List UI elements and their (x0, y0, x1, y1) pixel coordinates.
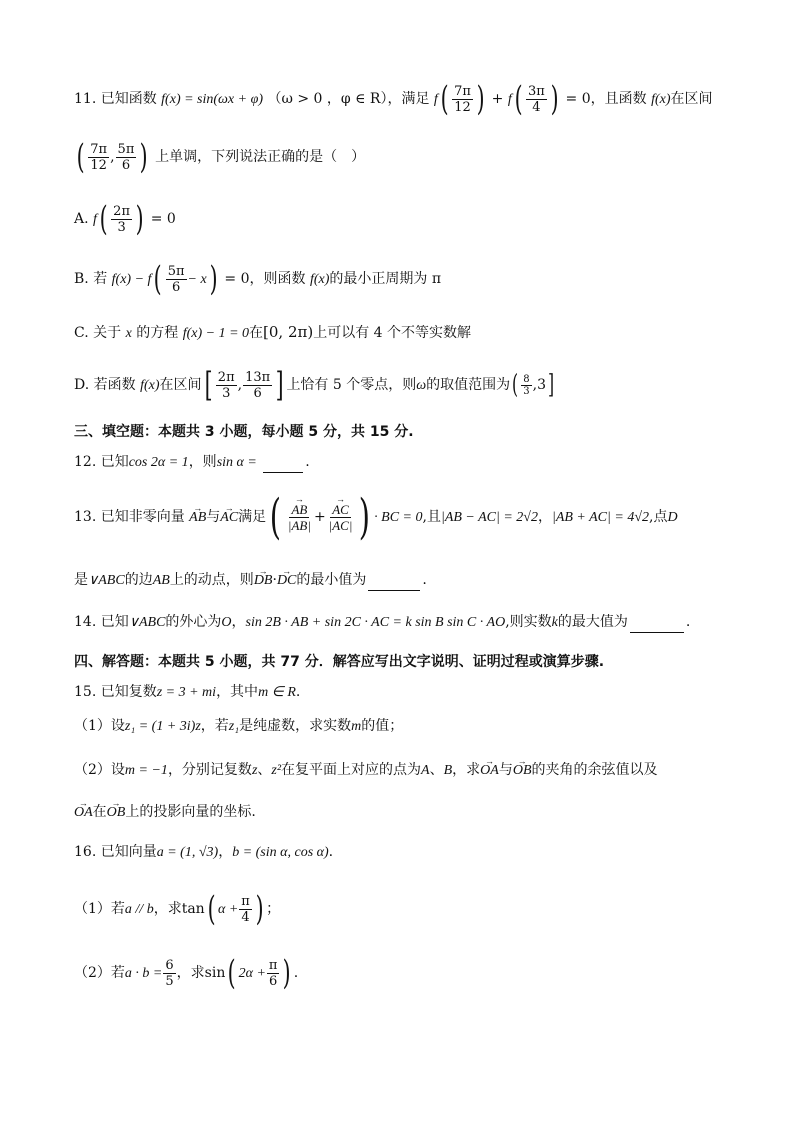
op: + (491, 91, 504, 107)
option-c (74, 322, 471, 344)
q16-part1 (74, 889, 281, 929)
text: 是纯虚数，求实数 (239, 718, 352, 734)
paren: ( (512, 370, 519, 400)
text: 上的动点，则 (169, 572, 254, 588)
text: ， (218, 844, 233, 860)
math: b = (sin α, cos α) (232, 845, 329, 860)
fraction (267, 958, 280, 989)
math: z₁ (228, 719, 240, 734)
text: 上可以有 4 个不等实数解 (313, 325, 472, 341)
vector: → OA (480, 761, 499, 781)
question-number: 13. (74, 509, 97, 525)
num: 5π (167, 263, 185, 279)
math: sin α = (216, 455, 257, 470)
question-number: 11. (74, 91, 97, 107)
paren: ( (76, 137, 85, 177)
part-label: （2）设 (74, 762, 125, 778)
num: 7π (454, 83, 471, 99)
math: cos 2α = 1 (128, 455, 189, 470)
math: ω (416, 378, 427, 393)
vector: → AC (220, 508, 238, 528)
q13-line2 (74, 570, 427, 591)
math: A (421, 763, 430, 778)
paren: ( (269, 489, 282, 545)
math: D (667, 510, 678, 525)
text: ，求 (153, 901, 182, 917)
text: 在 (92, 804, 107, 820)
math: ∨ABC (128, 615, 166, 630)
den: 3 (117, 219, 126, 235)
paren: ) (140, 137, 148, 177)
text: 已知 (100, 614, 129, 630)
num: → AC (330, 502, 351, 518)
vector: → DB (254, 571, 273, 591)
text: 已知非零向量 (100, 509, 185, 525)
math: π (431, 271, 442, 287)
fraction (239, 894, 252, 925)
paren: ) (283, 953, 292, 993)
text: 已知复数 (100, 684, 157, 700)
math: α + (217, 902, 239, 917)
text: 的方程 (136, 325, 179, 341)
fraction (163, 958, 175, 989)
math: |AB − AC| = 2√2 (440, 510, 538, 525)
fraction (521, 374, 531, 397)
op: · (272, 572, 277, 588)
den: 3 (523, 385, 530, 397)
math: |AB + AC| = 4√2 (551, 510, 649, 525)
text: ，其中 (216, 684, 259, 700)
text: ， (231, 614, 246, 630)
fraction (116, 142, 137, 173)
text: . (293, 965, 299, 981)
math: sin 2B · AB + sin 2C · AC = k sin B sin C · AO (245, 615, 506, 630)
num: 7π (90, 141, 108, 157)
section-heading: 三、填空题：本题共 3 小题，每小题 5 分，共 15 分. (74, 424, 414, 440)
math: m ∈ R (258, 685, 296, 700)
fraction (243, 370, 272, 401)
answer-blank[interactable] (368, 570, 420, 591)
num: 5π (117, 141, 135, 157)
math: tan (181, 901, 205, 917)
text: 若函数 (93, 377, 136, 393)
math: [0, 2π) (263, 323, 314, 341)
math: f(x) − 1 = 0 (182, 326, 250, 341)
text: 的值； (361, 718, 404, 734)
q12 (74, 452, 310, 473)
paren: ( (227, 953, 236, 993)
fraction (526, 84, 547, 115)
math: ∨ABC (88, 573, 125, 588)
text: ，则函数 (249, 271, 306, 287)
math: m (351, 719, 362, 734)
text: 的外心为 (165, 614, 222, 630)
math: 2α + (238, 966, 266, 981)
math: m = −1 (124, 763, 168, 778)
question-number: 15. (74, 684, 97, 700)
paren: ) (550, 79, 559, 119)
eq: = 0 (150, 211, 176, 227)
text: 的最小值为 (296, 572, 367, 588)
text: 与 (498, 762, 513, 778)
text: ，若 (200, 718, 229, 734)
answer-blank[interactable] (630, 612, 684, 633)
text: 在复平面上对应的点为 (281, 762, 422, 778)
text: ，且函数 (590, 91, 647, 107)
math: z² (271, 763, 282, 778)
fraction (216, 370, 237, 401)
math-f: f (93, 212, 97, 227)
part-label: （1）若 (74, 901, 125, 917)
num: 6 (165, 957, 174, 973)
text: 上的投影向量的坐标. (125, 804, 256, 820)
q15-part2 (74, 760, 658, 781)
fraction (327, 502, 355, 533)
den: |AC| (328, 517, 353, 533)
text: . (685, 614, 691, 630)
option-b (74, 259, 442, 299)
num: 2π (217, 369, 235, 385)
math-fx: f(x) (309, 272, 330, 287)
q14 (74, 612, 690, 633)
math: x (125, 326, 132, 341)
text: 在区间 (670, 91, 713, 107)
bracket: [ (204, 365, 213, 405)
section-heading: 四、解答题：本题共 5 小题，共 77 分．解答应写出文字说明、证明过程或演算步骤. (74, 654, 605, 670)
text: ，分别记复数 (167, 762, 252, 778)
bracket: ] (275, 365, 284, 405)
text: ，求 (176, 965, 205, 981)
function-def: f(x) = sin(ωx + φ) (161, 92, 263, 107)
fraction (111, 204, 132, 235)
paren: ( (154, 259, 163, 299)
math: z (251, 763, 258, 778)
fraction (88, 142, 109, 173)
den: |AB| (287, 517, 311, 533)
den: 4 (241, 909, 250, 925)
text: . (328, 844, 334, 860)
fraction (286, 502, 313, 533)
math: z = 3 + mi (156, 685, 217, 700)
text: 的最大值为 (557, 614, 628, 630)
num: → AB (289, 502, 309, 518)
text: 、 (257, 762, 272, 778)
vector: → OB (107, 803, 126, 823)
q15-part1 (74, 716, 403, 737)
math: B (443, 763, 453, 778)
text: ,则实数 (505, 614, 552, 630)
question-number: 16. (74, 844, 97, 860)
math: − x (187, 272, 207, 287)
num: 13π (245, 369, 271, 385)
paren: ( (99, 199, 108, 239)
part-label: （1）设 (74, 718, 125, 734)
q11-line2: ( $\frac{7\pi}{12}$ , $\frac{5\pi}{6}$ ) 上单调，下列说法正确的是（ ） (76, 137, 366, 177)
text: ； (266, 901, 281, 917)
option-d: D. 若函数 f(x)在区间[ $\frac{2\pi}{3}$ , $\frac{13\pi}{6}$ ] 上恰有 5 个零点，则ω的取值范围为( $\frac{8}{3}$ ,3] (74, 365, 555, 405)
text: . (422, 572, 427, 588)
text: . (295, 684, 301, 700)
text: 上恰有 5 个零点，则 (286, 377, 417, 393)
option-a (74, 199, 176, 239)
text: 是 (74, 572, 88, 588)
math: O (221, 615, 232, 630)
vector: → DC (277, 571, 296, 591)
num: 3π (527, 83, 545, 99)
math: AB (152, 573, 170, 588)
vector: → AB (189, 508, 206, 528)
den: 12 (454, 99, 471, 115)
den: 6 (269, 973, 278, 989)
text: 的最小正周期为 (329, 271, 428, 287)
option-label: A. (74, 211, 89, 227)
text: ， (537, 509, 552, 525)
text: 已知函数 (100, 91, 157, 107)
q15 (74, 682, 300, 703)
math: a · b = (124, 966, 163, 981)
text: ，则 (188, 454, 217, 470)
math: a // b (124, 902, 154, 917)
option-label: D. (74, 377, 90, 393)
num: 8 (523, 373, 530, 385)
num: π (268, 957, 278, 973)
text: 与 (206, 509, 221, 525)
question-number: 14. (74, 614, 97, 630)
math-fx: f(x) (140, 378, 160, 393)
vector: → OA (74, 803, 93, 823)
text: 已知向量 (100, 844, 157, 860)
paren: ) (255, 889, 264, 929)
paren: ) (359, 489, 371, 545)
den: 6 (253, 385, 262, 401)
math-f: f (507, 92, 512, 107)
paren: ( (440, 79, 449, 119)
text: 在 (249, 325, 264, 341)
text: 若 (93, 271, 108, 287)
fraction (166, 264, 187, 295)
math: · BC = 0 (374, 510, 423, 525)
math: z₁ = (1 + 3i)z (124, 719, 201, 734)
q15-part2-cont (74, 802, 256, 823)
math-fx: f(x) (651, 92, 671, 107)
math: f(x) − f (111, 272, 152, 287)
paren: ) (476, 79, 485, 119)
bracket: ] (548, 370, 555, 400)
q16-part2 (74, 953, 299, 993)
text: . (305, 454, 310, 470)
text: ,且 (422, 509, 441, 525)
paren: ) (135, 199, 144, 239)
paren: ) (209, 259, 218, 299)
den: 3 (222, 385, 231, 401)
den: 6 (121, 157, 131, 173)
text: （ω > 0 ，φ ∈ R），满足 (267, 91, 430, 107)
part-label: （2）若 (74, 965, 125, 981)
paren: ( (514, 79, 523, 119)
text: ,点 (649, 509, 668, 525)
num: π (241, 893, 250, 909)
text: 上单调，下列说法正确的是（ ） (155, 149, 366, 165)
text: ，求 (452, 762, 481, 778)
text: 关于 (93, 325, 122, 341)
text: 的取值范围为 (426, 377, 511, 393)
math: k (551, 615, 558, 630)
answer-blank[interactable] (263, 452, 303, 473)
vector: → OB (513, 761, 532, 781)
question-number: 12. (74, 454, 97, 470)
q16 (74, 842, 333, 863)
option-label: C. (74, 325, 89, 341)
text: 的边 (124, 572, 153, 588)
q11-line1 (74, 79, 713, 119)
eq: = 0 (565, 91, 591, 107)
text: 在区间 (159, 377, 202, 393)
fraction (452, 84, 473, 115)
math: a = (1, √3) (156, 845, 219, 860)
math-f: f (433, 92, 438, 107)
q13-line1: 13. 已知非零向量 → AB与→ AC满足( → $\frac{AB}{|AB|}$ + → $\frac{AC}{|AC|}$ ) · BC = 0,且|AB − AC| = 2√2，|AB + AC| = 4√2,点D (74, 500, 678, 534)
text: 已知 (100, 454, 129, 470)
den: 6 (171, 279, 181, 295)
den: 12 (90, 157, 107, 173)
num: 2π (113, 203, 130, 219)
text: 、 (429, 762, 444, 778)
text: 的夹角的余弦值以及 (531, 762, 658, 778)
text: 满足 (238, 509, 267, 525)
eq: = 0 (224, 271, 250, 287)
den: 5 (165, 973, 174, 989)
den: 4 (532, 99, 541, 115)
math: sin (204, 965, 226, 981)
math: ,3 (532, 377, 547, 393)
option-label: B. (74, 271, 89, 287)
paren: ( (207, 889, 216, 929)
